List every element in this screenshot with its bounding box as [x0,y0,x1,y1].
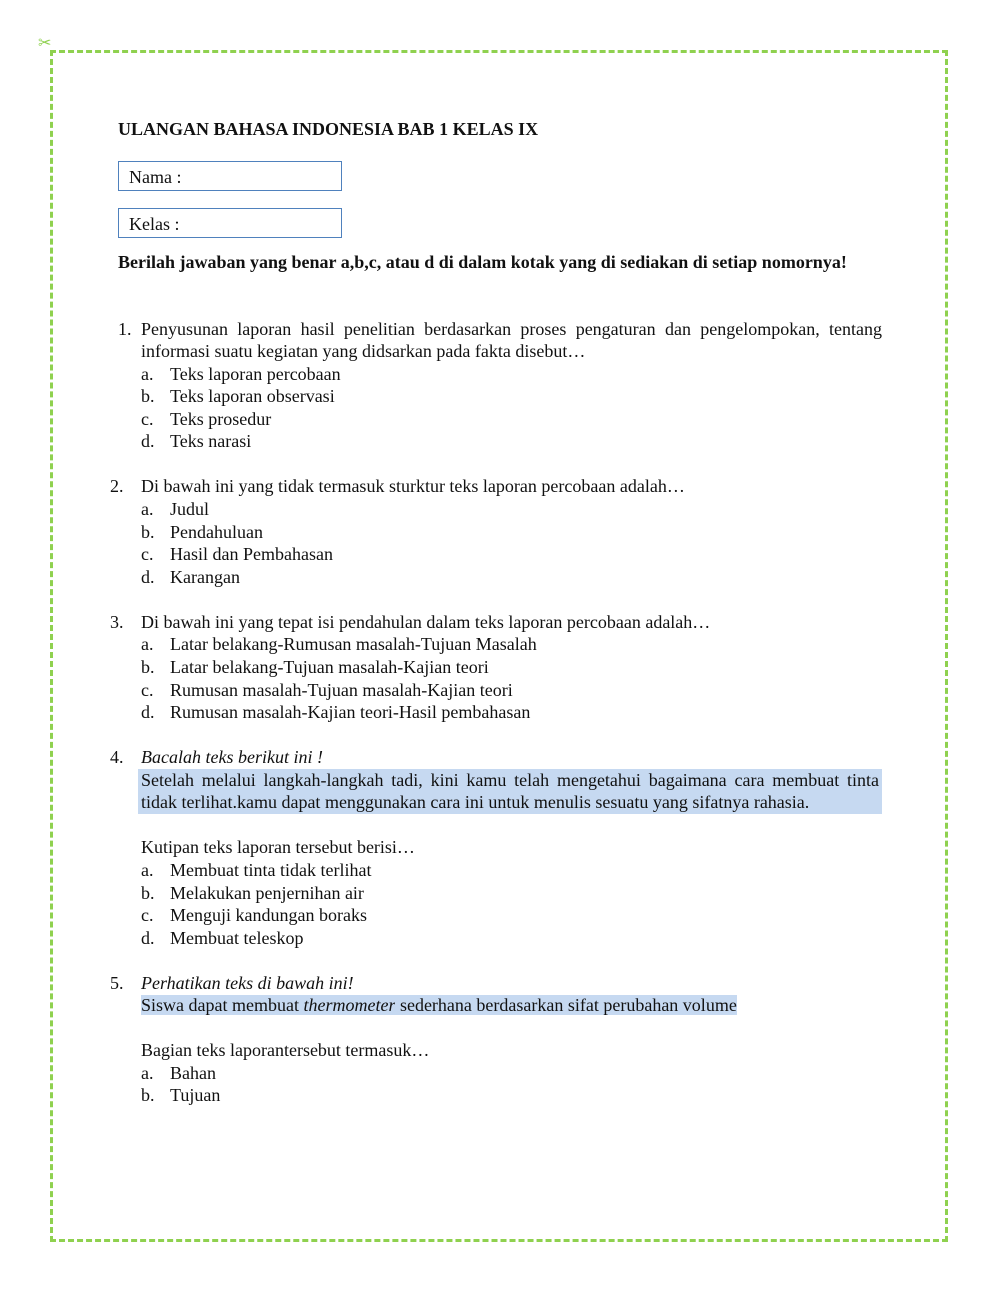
option-a[interactable] [141,859,882,882]
spacer [141,1017,882,1039]
option-text: Bahan [170,1062,216,1083]
question-2 [110,475,882,588]
option-b[interactable] [141,385,882,408]
option-text: Latar belakang-Rumusan masalah-Tujuan Masalah [170,634,537,655]
option-b[interactable] [141,521,882,544]
question-prompt: Perhatikan teks di bawah ini! [141,972,354,993]
option-d[interactable] [141,430,882,453]
option-text: Latar belakang-Tujuan masalah-Kajian teori [170,657,489,677]
option-text: Rumusan masalah-Kajian teori-Hasil pembahasan [170,702,531,723]
highlighted-excerpt: Setelah melalui langkah-langkah tadi, kini kamu telah mengetahui bagaimana cara membuat tinta tidak terlihat.kamu dapat menggunakan cara ini untuk menulis sesuatu yang sifatnya rahasia. [138,769,882,814]
option-c[interactable] [141,543,882,566]
question-text: Kutipan teks laporan tersebut berisi… [141,837,415,858]
option-a[interactable] [141,498,882,521]
option-text: Melakukan penjernihan air [170,882,364,903]
option-text: Judul [170,499,210,520]
option-a[interactable] [141,1062,882,1085]
option-letter: b. [141,657,155,677]
question-list [110,318,882,1108]
option-b[interactable] [141,1084,882,1107]
excerpt-part: sederhana berdasarkan sifat perubahan volume [395,995,737,1016]
option-d[interactable] [141,701,882,724]
option-letter: b. [141,882,155,903]
option-letter: d. [141,927,155,948]
option-text: Karangan [170,566,240,587]
question-text: Penyusunan laporan hasil penelitian berdasarkan proses pengaturan dan pengelompokan, tentang informasi suatu kegiatan yang didsarkan pada fakta disebut… [141,318,882,362]
option-c[interactable] [141,679,882,702]
option-text: Menguji kandungan boraks [170,905,367,926]
option-letter: d. [141,431,155,452]
scissors-icon: ✂ [38,35,52,52]
question-5 [110,972,882,1107]
option-a[interactable] [141,363,882,386]
option-letter: b. [141,521,155,542]
option-letter: a. [141,499,154,520]
question-3 [110,611,882,724]
option-b[interactable] [141,882,882,905]
excerpt-part: Siswa dapat membuat [141,995,304,1016]
option-text: Teks narasi [170,431,252,452]
option-text: Teks laporan percobaan [170,363,341,384]
question-text: Bagian teks laporantersebut termasuk… [141,1040,430,1061]
question-number: 4. [110,747,124,768]
question-number: 5. [110,972,124,993]
option-letter: c. [141,544,154,565]
option-a[interactable] [141,633,882,656]
option-d[interactable] [141,566,882,589]
option-b[interactable] [141,656,882,679]
question-number: 1. [118,318,132,339]
option-text: Rumusan masalah-Tujuan masalah-Kajian teori [170,679,513,700]
option-text: Membuat teleskop [170,927,304,948]
excerpt-italic-term: thermometer [303,995,396,1016]
highlighted-excerpt [141,994,882,1017]
option-letter: c. [141,679,154,700]
option-text: Pendahuluan [170,521,263,542]
option-letter: a. [141,634,154,655]
question-number: 2. [110,476,124,497]
option-letter: a. [141,859,154,880]
class-field-label: Kelas : [129,214,180,234]
option-letter: c. [141,408,154,429]
option-letter: b. [141,1085,155,1106]
question-4 [110,746,882,949]
class-field[interactable] [118,208,342,238]
question-1 [118,318,882,454]
option-letter: b. [141,386,155,407]
question-number: 3. [110,611,124,632]
page-title: ULANGAN BAHASA INDONESIA BAB 1 KELAS IX [118,119,539,139]
option-letter: a. [141,363,154,384]
option-text: Tujuan [170,1085,221,1106]
option-text: Teks prosedur [170,408,272,429]
option-letter: c. [141,905,154,926]
question-text: Di bawah ini yang tidak termasuk sturktur teks laporan percobaan adalah… [141,476,685,497]
option-c[interactable] [141,408,882,431]
option-text: Teks laporan observasi [170,386,335,407]
worksheet [110,118,882,1107]
option-c[interactable] [141,904,882,927]
question-text: Di bawah ini yang tepat isi pendahulan dalam teks laporan percobaan adalah… [141,611,711,632]
name-field[interactable] [118,161,342,191]
option-d[interactable] [141,927,882,950]
option-text: Hasil dan Pembahasan [170,544,333,565]
option-letter: d. [141,566,155,587]
instruction: Berilah jawaban yang benar a,b,c, atau d di dalam kotak yang di sediakan di setiap nomornya! [118,252,847,272]
option-letter: d. [141,702,155,723]
option-letter: a. [141,1062,154,1083]
spacer [141,814,882,836]
name-field-label: Nama : [129,167,182,187]
option-text: Membuat tinta tidak terlihat [170,859,372,880]
question-prompt: Bacalah teks berikut ini ! [141,747,323,768]
